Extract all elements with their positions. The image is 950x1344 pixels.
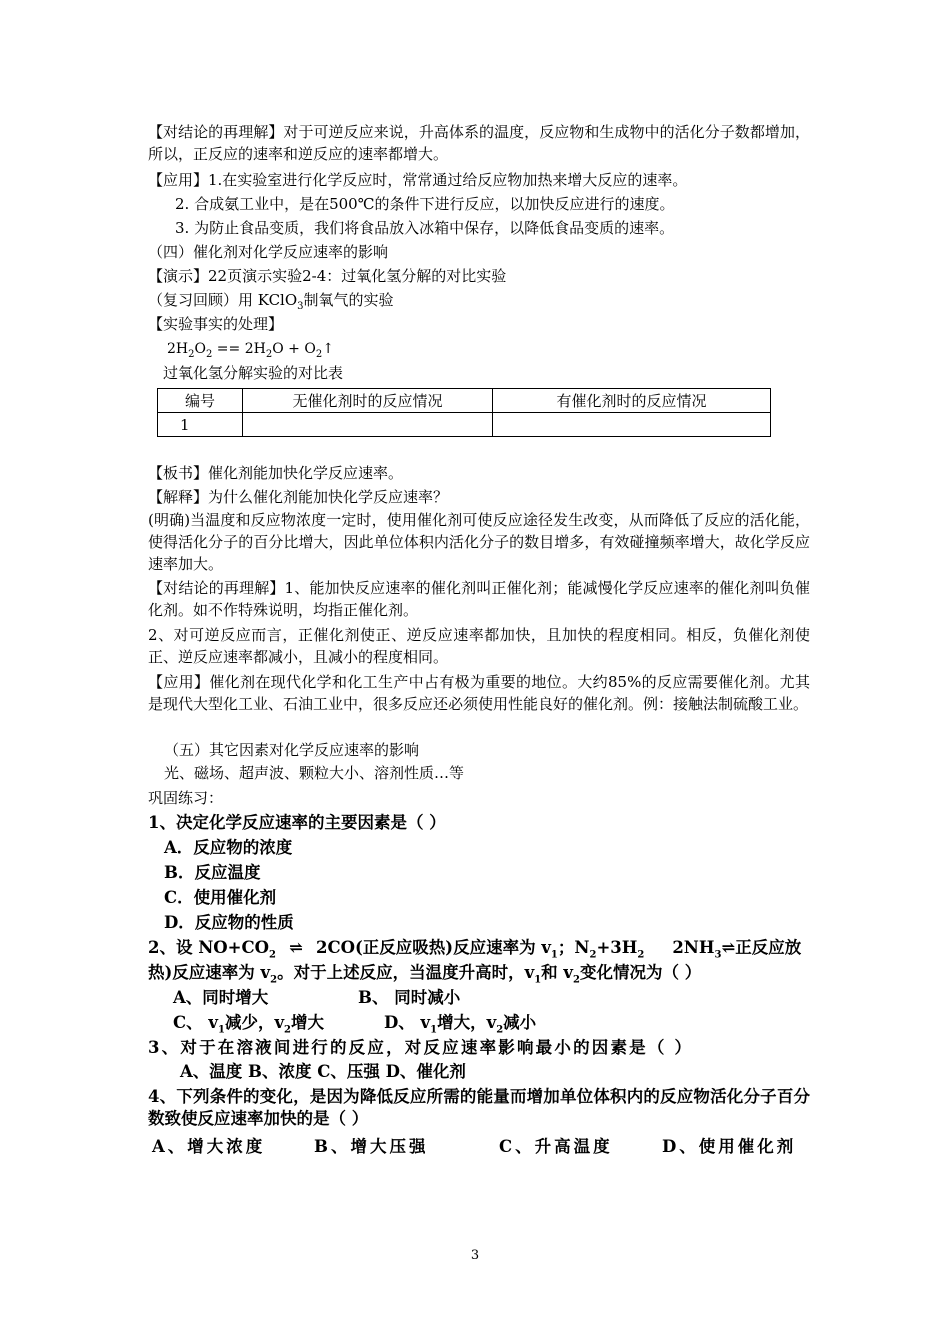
section-heading-catalyst: （四）催化剂对化学反应速率的影响 [148,243,389,261]
question-1-option-b: B．反应温度 [164,863,261,882]
question-4-option-a: A、增大浓度 [152,1137,266,1156]
reversible-arrow-icon: ⇌ [289,938,303,957]
paragraph-demo: 【演示】22页演示实验2-4：过氧化氢分解的对比实验 [148,267,507,285]
question-4: 4、下列条件的变化，是因为降低反应所需的能量而增加单位体积内的反应物活化分子百分数致使反应速率加快的是（ ） [148,1087,810,1128]
paragraph-review: （复习回顾）用 KClO$_3$制氧气的实验 [148,291,394,312]
question-3-options: A、温度 B、浓度 C、压强 D、催化剂 [180,1062,466,1081]
page-number: 3 [470,1248,480,1263]
question-2-option-b: B、 同时减小 [358,988,461,1007]
paragraph-application-2: 2. 合成氨工业中，是在500℃的条件下进行反应，以加快反应进行的速度。 [175,195,675,213]
table-cell: 1 [158,413,243,437]
comparison-table [157,388,771,437]
paragraph-application-1: 【应用】1.在实验室进行化学反应时，常常通过给反应物加热来增大反应的速率。 [148,171,688,189]
table-header-cell: 无催化剂时的反应情况 [243,389,493,413]
table-row [158,413,771,437]
question-4-option-d: D、使用催化剂 [662,1137,797,1156]
question-1-option-d: D．反应物的性质 [164,913,294,932]
paragraph-application-catalyst: 【应用】催化剂在现代化学和化工生产中占有极为重要的地位。大约85%的反应需要催化剂。尤其是现代大型化工业、石油工业中，很多反应还必须使用性能良好的催化剂。例：接触法制硫酸工业。 [148,673,810,713]
exercise-heading: 巩固练习： [148,789,224,807]
question-1-option-c: C．使用催化剂 [164,888,277,907]
question-4-option-b: B、增大压强 [314,1137,429,1156]
paragraph-conclusion-temperature: 【对结论的再理解】对于可逆反应来说，升高体系的温度，反应物和生成物中的活化分子数都增加，所以，正反应的速率和逆反应的速率都增大。 [148,123,810,163]
question-2-option-c: C、 $v_1$减少，$v_2$增大 [173,1013,324,1036]
table-header-cell: 编号 [158,389,243,413]
table-cell [243,413,493,437]
paragraph-application-3: 3. 为防止食品变质，我们将食品放入冰箱中保存，以降低食品变质的速率。 [175,219,675,237]
question-2-option-a: A、同时增大 [173,988,269,1007]
question-1-option-a: A．反应物的浓度 [164,838,293,857]
question-1: 1、决定化学反应速率的主要因素是（ ） [148,813,446,832]
question-2-option-d: D、 $v_1$增大，$v_2$减小 [384,1013,537,1036]
section-heading-other-factors: （五）其它因素对化学反应速率的影响 [164,741,420,759]
table-header-cell: 有催化剂时的反应情况 [493,389,771,413]
paragraph-other-factors: 光、磁场、超声波、颗粒大小、溶剂性质…等 [164,764,465,782]
table-title: 过氧化氢分解实验的对比表 [163,364,344,382]
question-4-option-c: C、升高温度 [499,1137,613,1156]
chemical-equation: $2H_2O_2 == 2H_2O$ + $O_2↑$ [167,341,334,360]
paragraph-experiment-facts: 【实验事实的处理】 [148,315,284,333]
question-2-line-1: 2、设 $NO+CO_2$ ⇌ 2CO(正反应吸热)反应速率为 $v_1$；$N_2+3H_2$ $2NH_3\rightleftharpoons$正反应放 [148,938,802,961]
paragraph-conclusion-catalyst-2: 2、对可逆反应而言，正催化剂使正、逆反应速率都加快，且加快的程度相同。相反，负催化剂使正、逆反应速率都减小，且减小的程度相同。 [148,626,810,666]
paragraph-explanation: (明确)当温度和反应物浓度一定时，使用催化剂可使反应途径发生改变，从而降低了反应的活化能，使得活化分子的百分比增大，因此单位体积内活化分子的数目增多，有效碰撞频率增大，故化学反应速率加大。 [148,511,810,573]
table-header-row [158,389,771,413]
reversible-arrow-icon: ⇌ [721,938,736,957]
question-2-line-2: 热)反应速率为 $v_2$。对于上述反应，当温度升高时，$v_1$和 $v_2$变化情况为（ ） [148,963,702,986]
paragraph-explanation-question: 【解释】为什么催化剂能加快化学反应速率？ [148,488,449,506]
table-cell [493,413,771,437]
question-3: 3、对于在溶液间进行的反应，对反应速率影响最小的因素是（ ） [148,1038,694,1057]
paragraph-conclusion-catalyst-1: 【对结论的再理解】1、能加快反应速率的催化剂叫正催化剂；能减慢化学反应速率的催化剂叫负催化剂。如不作特殊说明，均指正催化剂。 [148,579,810,619]
paragraph-board-note: 【板书】催化剂能加快化学反应速率。 [148,464,404,482]
